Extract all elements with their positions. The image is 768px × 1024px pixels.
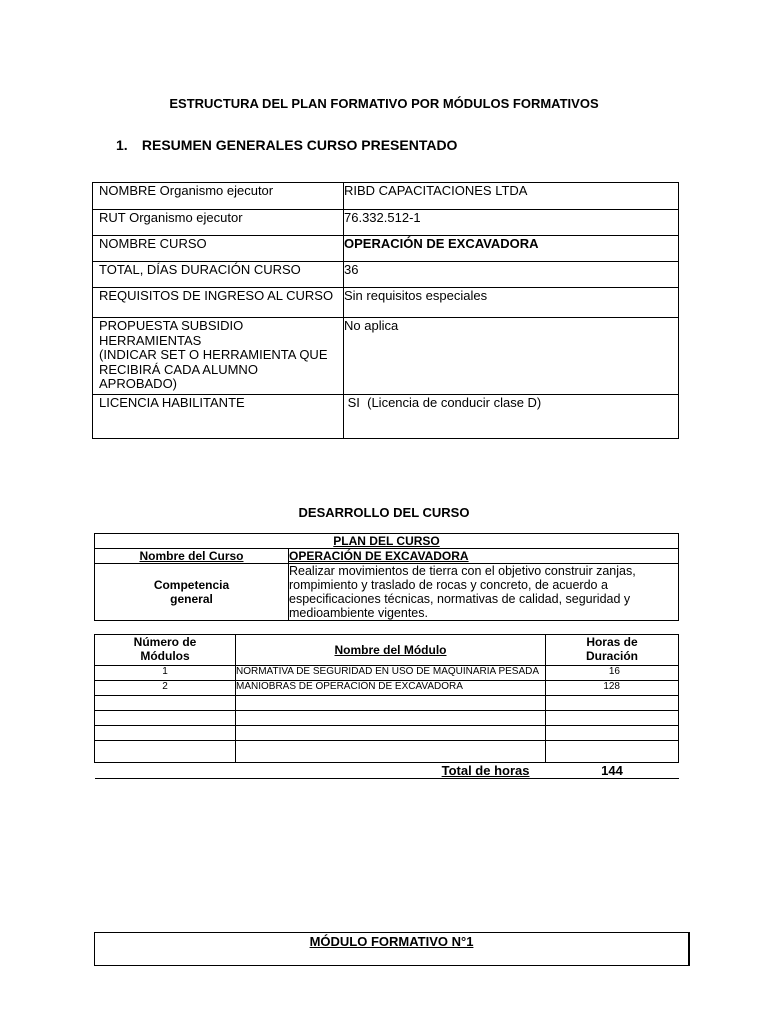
course-summary-table — [92, 182, 679, 439]
row-label: RUT Organismo ejecutor — [93, 210, 344, 236]
row-value: OPERACIÓN DE EXCAVADORA — [344, 236, 679, 262]
module-number: 1 — [95, 666, 236, 681]
table-row — [95, 564, 679, 621]
table-row — [93, 262, 679, 288]
table-row — [95, 741, 679, 763]
table-row — [93, 210, 679, 236]
table-row — [95, 696, 679, 711]
total-label-text: Total de horas — [441, 763, 530, 778]
module-name: MANIOBRAS DE OPERACIÓN DE EXCAVADORA — [236, 681, 546, 696]
row-label: TOTAL, DÍAS DURACIÓN CURSO — [93, 262, 344, 288]
table-row — [95, 666, 679, 681]
plan-header: PLAN DEL CURSO — [95, 534, 679, 549]
section-1-title: RESUMEN GENERALES CURSO PRESENTADO — [141, 137, 458, 153]
document-title: ESTRUCTURA DEL PLAN FORMATIVO POR MÓDULOS FORMATIVOS — [169, 96, 599, 111]
section-1-heading — [116, 137, 457, 153]
competence-value: Realizar movimientos de tierra con el objetivo construir zanjas, rompimiento y traslado de rocas y concreto, de acuerdo a especificaciones técnicas, normativas de calidad, seguridad y medioambiente vigentes. — [289, 564, 679, 621]
column-header-number — [95, 635, 236, 666]
row-value: No aplica — [344, 318, 679, 395]
row-value: 36 — [344, 262, 679, 288]
module-hours: 128 — [546, 681, 679, 696]
column-header-hours — [546, 635, 679, 666]
row-value: 76.332.512-1 — [344, 210, 679, 236]
table-row — [93, 183, 679, 210]
course-name-label: Nombre del Curso — [95, 549, 289, 564]
total-value: 144 — [546, 763, 679, 779]
row-value: SI (Licencia de conducir clase D) — [344, 394, 679, 438]
row-value: Sin requisitos especiales — [344, 288, 679, 318]
course-plan-table — [94, 533, 679, 621]
total-label — [95, 763, 546, 779]
column-header-hours-text: Horas de Duración — [585, 635, 638, 663]
module-section-box — [94, 932, 690, 966]
row-label: LICENCIA HABILITANTE — [93, 394, 344, 438]
table-row — [95, 549, 679, 564]
section-2-title: DESARROLLO DEL CURSO — [298, 505, 470, 520]
table-row — [93, 394, 679, 438]
table-header-row — [95, 635, 679, 666]
row-label: NOMBRE CURSO — [93, 236, 344, 262]
table-row — [95, 681, 679, 696]
table-row — [95, 711, 679, 726]
modules-table — [94, 634, 679, 779]
module-hours: 16 — [546, 666, 679, 681]
module-name: NORMATIVA DE SEGURIDAD EN USO DE MAQUINARIA PESADA — [236, 666, 546, 681]
row-value: RIBD CAPACITACIONES LTDA — [344, 183, 679, 210]
table-row — [95, 534, 679, 549]
total-row — [95, 763, 679, 779]
module-section-title: MÓDULO FORMATIVO N°1 — [309, 934, 474, 949]
column-header-number-text: Número de Módulos — [133, 635, 197, 663]
column-header-name: Nombre del Módulo — [236, 635, 546, 666]
module-number: 2 — [95, 681, 236, 696]
row-label: NOMBRE Organismo ejecutor — [93, 183, 344, 210]
competence-label — [95, 564, 289, 621]
row-label: REQUISITOS DE INGRESO AL CURSO — [93, 288, 344, 318]
section-1-number: 1. — [116, 137, 128, 153]
table-row — [93, 318, 679, 395]
table-row — [93, 288, 679, 318]
competence-label-text: Competencia general — [153, 578, 230, 606]
table-row — [93, 236, 679, 262]
row-label: PROPUESTA SUBSIDIO HERRAMIENTAS (INDICAR SET O HERRAMIENTA QUE RECIBIRÁ CADA ALUMNO APROBADO) — [93, 318, 344, 395]
table-row — [95, 726, 679, 741]
course-name-value: OPERACIÓN DE EXCAVADORA — [289, 549, 679, 564]
